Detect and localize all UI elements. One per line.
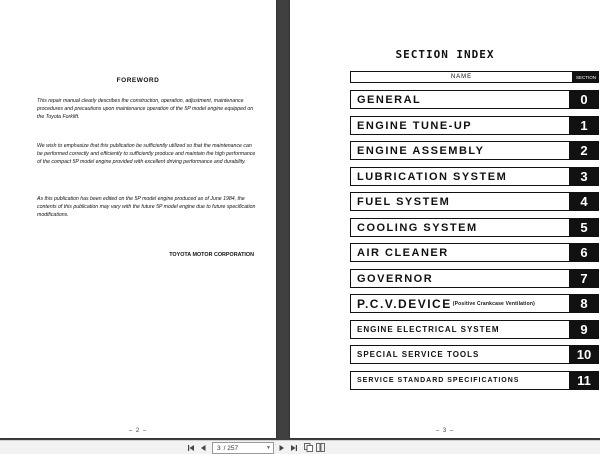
index-row-engine-electrical-system[interactable] bbox=[350, 320, 599, 339]
section-index-title: SECTION INDEX bbox=[395, 48, 495, 61]
index-label: ENGINE ASSEMBLY bbox=[350, 141, 569, 160]
index-row-governor[interactable] bbox=[350, 269, 599, 288]
index-number: 4 bbox=[569, 192, 599, 211]
company-name: TOYOTA MOTOR CORPORATION bbox=[169, 252, 254, 258]
index-label: FUEL SYSTEM bbox=[350, 192, 569, 211]
left-page bbox=[0, 0, 276, 438]
foreword-paragraph-3: As this publication has been edited on the 5P model engine produced as of June 1984, the contents of this publication may vary with the future 5P model engine due to future specification modifications. bbox=[37, 196, 256, 219]
index-header-row bbox=[350, 71, 599, 83]
index-number: 6 bbox=[569, 243, 599, 262]
total-pages: / 257 bbox=[223, 444, 239, 452]
index-label: ENGINE ELECTRICAL SYSTEM bbox=[350, 320, 569, 339]
index-number: 2 bbox=[569, 141, 599, 160]
copy-icon[interactable] bbox=[304, 443, 313, 452]
section-column-header: SECTION bbox=[573, 71, 599, 83]
name-column-header: NAME bbox=[350, 71, 573, 83]
index-label-main: P.C.V.DEVICE bbox=[357, 296, 452, 311]
page-view-icon[interactable] bbox=[316, 443, 325, 452]
index-label-sub: (Positive Crankcase Ventilation) bbox=[452, 300, 535, 307]
index-label: COOLING SYSTEM bbox=[350, 218, 569, 237]
page-number-input[interactable] bbox=[212, 442, 274, 454]
chevron-down-icon[interactable]: ▼ bbox=[266, 445, 271, 451]
index-number: 8 bbox=[569, 294, 599, 313]
index-label: LUBRICATION SYSTEM bbox=[350, 167, 569, 186]
index-number: 1 bbox=[569, 116, 599, 135]
index-number: 7 bbox=[569, 269, 599, 288]
index-number: 10 bbox=[569, 345, 599, 364]
left-page-number: – 2 – bbox=[128, 428, 148, 434]
index-label: AIR CLEANER bbox=[350, 243, 569, 262]
last-page-icon[interactable] bbox=[289, 442, 299, 453]
index-label: GOVERNOR bbox=[350, 269, 569, 288]
index-row-fuel-system[interactable] bbox=[350, 192, 599, 211]
foreword-paragraph-1: This repair manual clearly describes the construction, operation, adjustment, maintenance procedures and precautions upon maintenance operation of the 5P model engine equipped on the Toyota Forklift. bbox=[37, 98, 254, 121]
index-label bbox=[350, 294, 569, 313]
index-row-general[interactable] bbox=[350, 90, 599, 109]
index-row-service-standard-specifications[interactable] bbox=[350, 371, 599, 390]
index-number: 9 bbox=[569, 320, 599, 339]
index-number: 0 bbox=[569, 90, 599, 109]
foreword-title: FOREWORD bbox=[116, 77, 160, 84]
index-number: 11 bbox=[569, 371, 599, 390]
index-row-cooling-system[interactable] bbox=[350, 218, 599, 237]
right-page-number: – 3 – bbox=[435, 428, 455, 434]
index-row-engine-assembly[interactable] bbox=[350, 141, 599, 160]
index-label: GENERAL bbox=[350, 90, 569, 109]
current-page: 3 bbox=[217, 444, 221, 452]
first-page-icon[interactable] bbox=[186, 442, 196, 453]
foreword-paragraph-2: We wish to emphasize that this publication be sufficiently utilized so that the maintenance can be performed correctly and efficiently to sufficiently produce and maintain the high performance of the compact 5P model engine provided with excellent driving performance and durability. bbox=[37, 143, 256, 166]
index-number: 3 bbox=[569, 167, 599, 186]
index-label: ENGINE TUNE-UP bbox=[350, 116, 569, 135]
right-page bbox=[290, 0, 600, 438]
index-number: 5 bbox=[569, 218, 599, 237]
index-row-pcv-device[interactable] bbox=[350, 294, 599, 313]
index-row-air-cleaner[interactable] bbox=[350, 243, 599, 262]
index-row-special-service-tools[interactable] bbox=[350, 345, 599, 364]
previous-page-icon[interactable] bbox=[198, 442, 208, 453]
index-label: SERVICE STANDARD SPECIFICATIONS bbox=[350, 371, 569, 390]
index-label: SPECIAL SERVICE TOOLS bbox=[350, 345, 569, 364]
next-page-icon[interactable] bbox=[277, 442, 287, 453]
index-row-engine-tune-up[interactable] bbox=[350, 116, 599, 135]
index-row-lubrication-system[interactable] bbox=[350, 167, 599, 186]
viewer-toolbar bbox=[0, 440, 600, 454]
